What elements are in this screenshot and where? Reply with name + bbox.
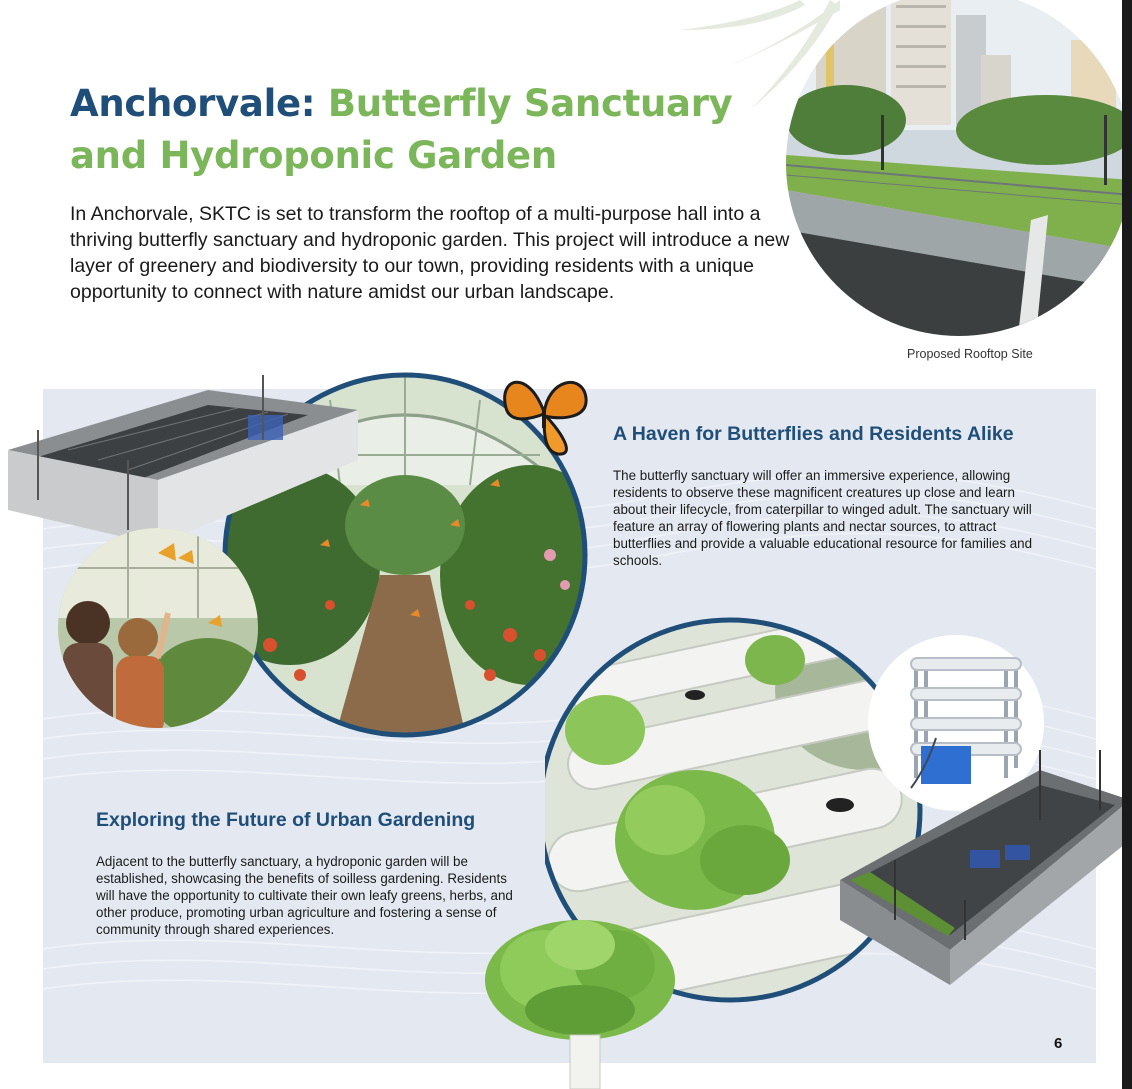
rooftop-site-photo	[786, 0, 1132, 336]
rooftop-garden-model	[840, 740, 1130, 990]
haven-paragraph: The butterfly sanctuary will offer an immersive experience, allowing residents to observe these magnificent creatures up close and learn about their lifecycle, from caterpillar to winged adult. The sanctuary will feature an array of flowering plants and nectar sources, to attract butterflies and provide a valuable educational resource for families and schools.	[613, 468, 1033, 568]
page-number: 6	[1054, 1035, 1063, 1052]
screen-edge	[1122, 0, 1132, 1089]
haven-heading: A Haven for Butterflies and Residents Alike	[613, 423, 1014, 445]
intro-paragraph: In Anchorvale, SKTC is set to transform the rooftop of a multi-purpose hall into a thriving butterfly sanctuary and hydroponic garden. This project will introduce a new layer of greenery and biodiversity to our town, providing residents with a unique opportunity to connect with nature amidst our urban landscape.	[70, 203, 790, 303]
page-title	[70, 78, 790, 182]
title-project: Butterfly Sanctuary and Hydroponic Garden	[70, 82, 733, 177]
title-location: Anchorvale:	[70, 82, 316, 125]
urban-heading: Exploring the Future of Urban Gardening	[96, 809, 476, 831]
children-greenhouse-photo	[58, 528, 258, 728]
butterfly-icon	[498, 368, 590, 456]
urban-paragraph: Adjacent to the butterfly sanctuary, a hydroponic garden will be established, showcasing the benefits of soilless gardening. Residents will have the opportunity to cultivate their own leafy greens, herbs, and other produce, promoting urban agriculture and fostering a sense of community through shared experiences.	[96, 854, 513, 937]
photo-caption: Proposed Rooftop Site	[907, 347, 1033, 361]
